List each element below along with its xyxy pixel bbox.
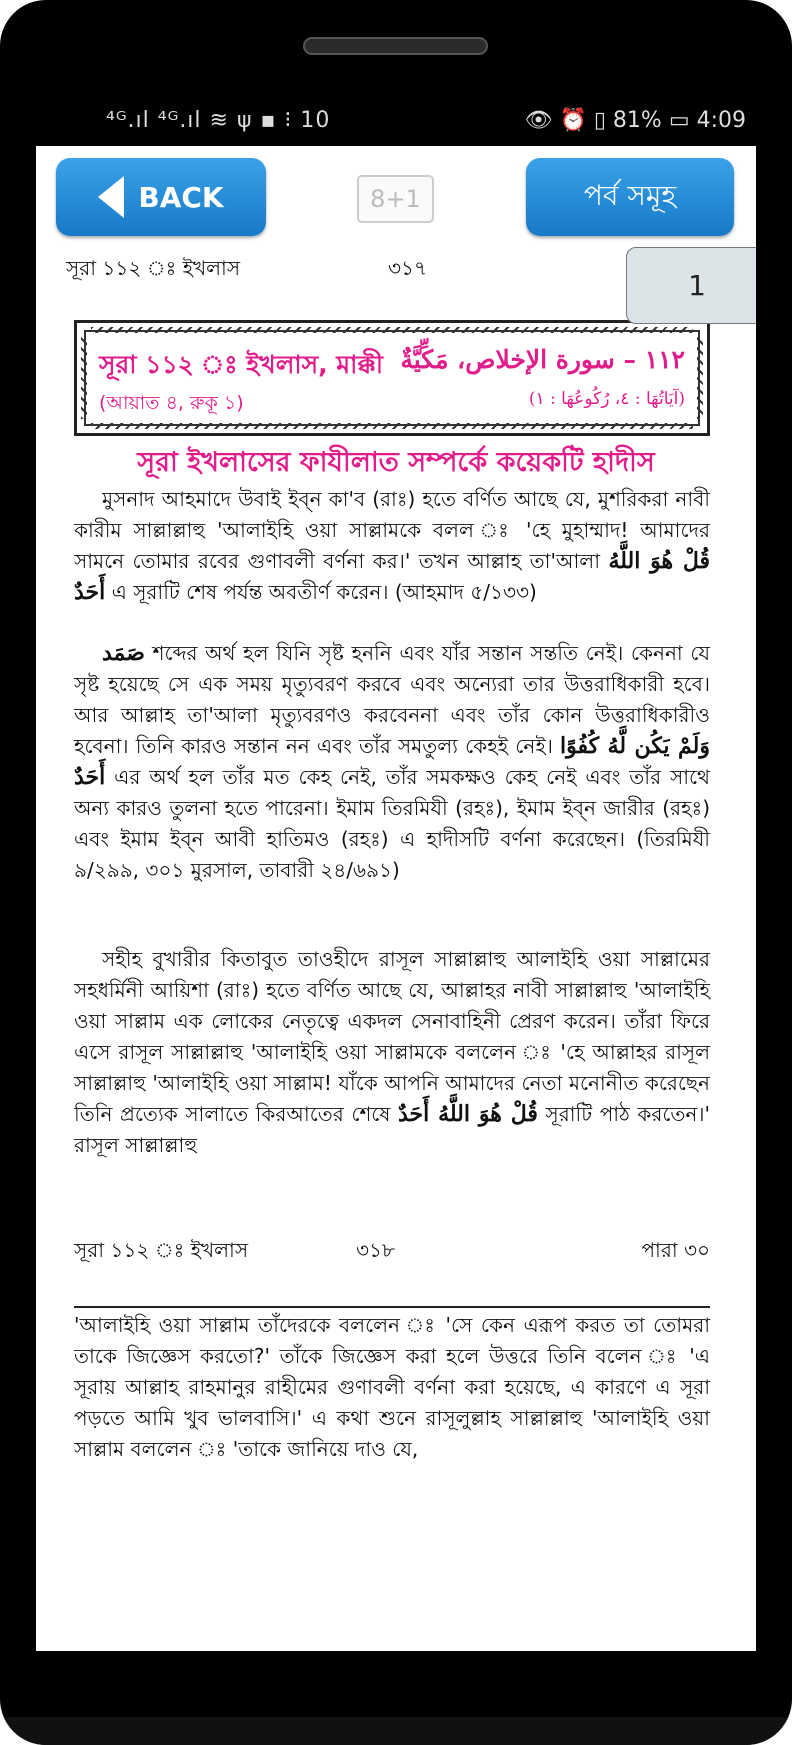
paragraph-2: صَمَد শব্দের অর্থ হল যিনি সৃষ্ট হননি এবং যাঁর সন্তান সন্ততি নেই। কেননা যে সৃষ্ট হয়েছে সে এক সময় মৃত্যুবরণ করবে এবং অন্যেরা তার উত্তরাধিকারী হবে। আর আল্লাহ তা'আলা মৃত্যুবরণও করবেননা এবং তাঁর কোন উত্তরাধিকারীও হবেনা। তিনি কারও সন্তান নন এবং তাঁর সমতুল্য কেহই নেই। وَلَمْ يَكُن لَّهُ كُفُوًا أَحَدٌ এর অর্থ হল তাঁর মত কেহ নেই, তাঁর সমকক্ষও কেহ নেই এবং তাঁর সাথে অন্য কারও তুলনা হতে পারেনা। ইমাম তিরমিযী (রহঃ), ইমাম ইব্ন জারীর (রহঃ) এবং ইমাম ইব্ন আবী হাতিমও (রহঃ) এ হাদীসটি বর্ণনা করেছেন। (তিরমিযী ৯/২৯৯, ৩০১ মুরসাল, তাবারী ২৪/৬৯১) (74, 640, 711, 882)
page-indicator-badge[interactable]: 1 (626, 247, 756, 324)
page-header-surah: সূরা ১১২ ঃ ইখলাস (74, 1238, 249, 1262)
app-screen (36, 146, 756, 1651)
page-header-para: পারা ৩০ (641, 1238, 710, 1262)
surah-title-bengali: সূরা ১১২ ঃ ইখলাস, মাক্কী (99, 350, 383, 379)
arabic-verse: قُلْ هُوَ اللَّهُ أَحَدٌ (397, 1101, 538, 1127)
google-plus-one-button[interactable]: 8+1 (357, 175, 434, 223)
status-bar (36, 100, 756, 144)
surah-title-box (74, 320, 710, 436)
arabic-verse: وَلَمْ يَكُن لَّهُ كُفُوًا أَحَدٌ (74, 733, 710, 790)
section-heading: সূরা ইখলাসের ফাযীলাত সম্পর্কে কয়েকটি হাদীস (137, 447, 655, 478)
status-left-icons: ⁴ᴳ.ıl ⁴ᴳ.ıl ≋ ψ ▪ ⁝ 10 (106, 108, 331, 133)
page-number: ৩১৭ (388, 256, 427, 280)
speaker-grille (303, 37, 488, 55)
page-header-surah: সূরা ১১২ ঃ ইখলাস (66, 256, 241, 280)
surah-verse-count-bengali: (আয়াত ৪, রুকূ ১) (99, 392, 244, 414)
arabic-verse: قُلْ هُوَ اللَّهُ أَحَدٌ (74, 548, 711, 605)
back-button-label: BACK (138, 180, 224, 214)
chapters-button[interactable]: পর্ব সমূহ (526, 158, 734, 236)
header-divider (74, 1306, 710, 1308)
paragraph-4: 'আলাইহি ওয়া সাল্লাম তাঁদেরকে বললেন ঃ 'সে কেন এরূপ করত তা তোমরা তাকে জিজ্ঞেস করতো?' তাঁকে জিজ্ঞেস করা হলে উত্তরে তিনি বলেন ঃ 'এ সূরায় আল্লাহ রাহমানুর রাহীমের গুণাবলী বর্ণনা করা হয়েছে, এ কারণে এ সূরা পড়তে আমি খুব ভালবাসি।' এ কথা শুনে রাসূলুল্লাহ সাল্লাল্লাহু 'আলাইহি ওয়া সাল্লাম বললেন ঃ 'তাকে জানিয়ে দাও যে, (74, 1313, 710, 1461)
book-page-318 (36, 1236, 756, 1651)
paragraph-3: সহীহ বুখারীর কিতাবুত তাওহীদে রাসূল সাল্লাল্লাহু আলাইহি ওয়া সাল্লামের সহধর্মিনী আয়িশা (রাঃ) হতে বর্ণিত আছে যে, আল্লাহর নাবী সাল্লাল্লাহু 'আলাইহি ওয়া সাল্লাম এক লোকের নেতৃত্বে একদল সেনাবাহিনী প্রেরণ করেন। তাঁরা ফিরে এসে রাসূল সাল্লাল্লাহু 'আলাইহি ওয়া সাল্লামকে বললেন ঃ 'হে আল্লাহর রাসূল সাল্লাল্লাহু 'আলাইহি ওয়া সাল্লাম! যাঁকে আপনি আমাদের নেতা মনোনীত করেছেন তিনি প্রত্যেক সালাতে কিরআতের শেষে قُلْ هُوَ اللَّهُ أَحَدٌ সূরাটি পাঠ করতেন।' রাসূল সাল্লাল্লাহু (74, 947, 711, 1157)
arabic-word: صَمَد (102, 640, 145, 666)
page-number: ৩১৮ (356, 1238, 395, 1262)
bottom-bezel (0, 1717, 792, 1745)
paragraph-1: মুসনাদ আহমাদে উবাই ইব্ন কা'ব (রাঃ) হতে বর্ণিত আছে যে, মুশরিকরা নাবী কারীম সাল্লাল্লাহু 'আলাইহি ওয়া সাল্লামকে বলল ঃ 'হে মুহাম্মাদ! আমাদের সামনে তোমার রবের গুণাবলী বর্ণনা কর।' তখন আল্লাহ তা'আলা قُلْ هُوَ اللَّهُ أَحَدٌ এ সূরাটি শেষ পর্যন্ত অবতীর্ণ করেন। (আহমাদ ৫/১৩৩) (74, 487, 711, 605)
surah-title-arabic: ١١٢ – سورة الإخلاص، مَكِّيَّةٌ (400, 345, 685, 374)
surah-verse-count-arabic: (آيَاتُهَا : ٤، رُكُوعُهَا : ١) (528, 389, 685, 409)
status-right-icons: 👁 ⏰ ▯ 81% ▭ 4:09 (524, 108, 746, 133)
